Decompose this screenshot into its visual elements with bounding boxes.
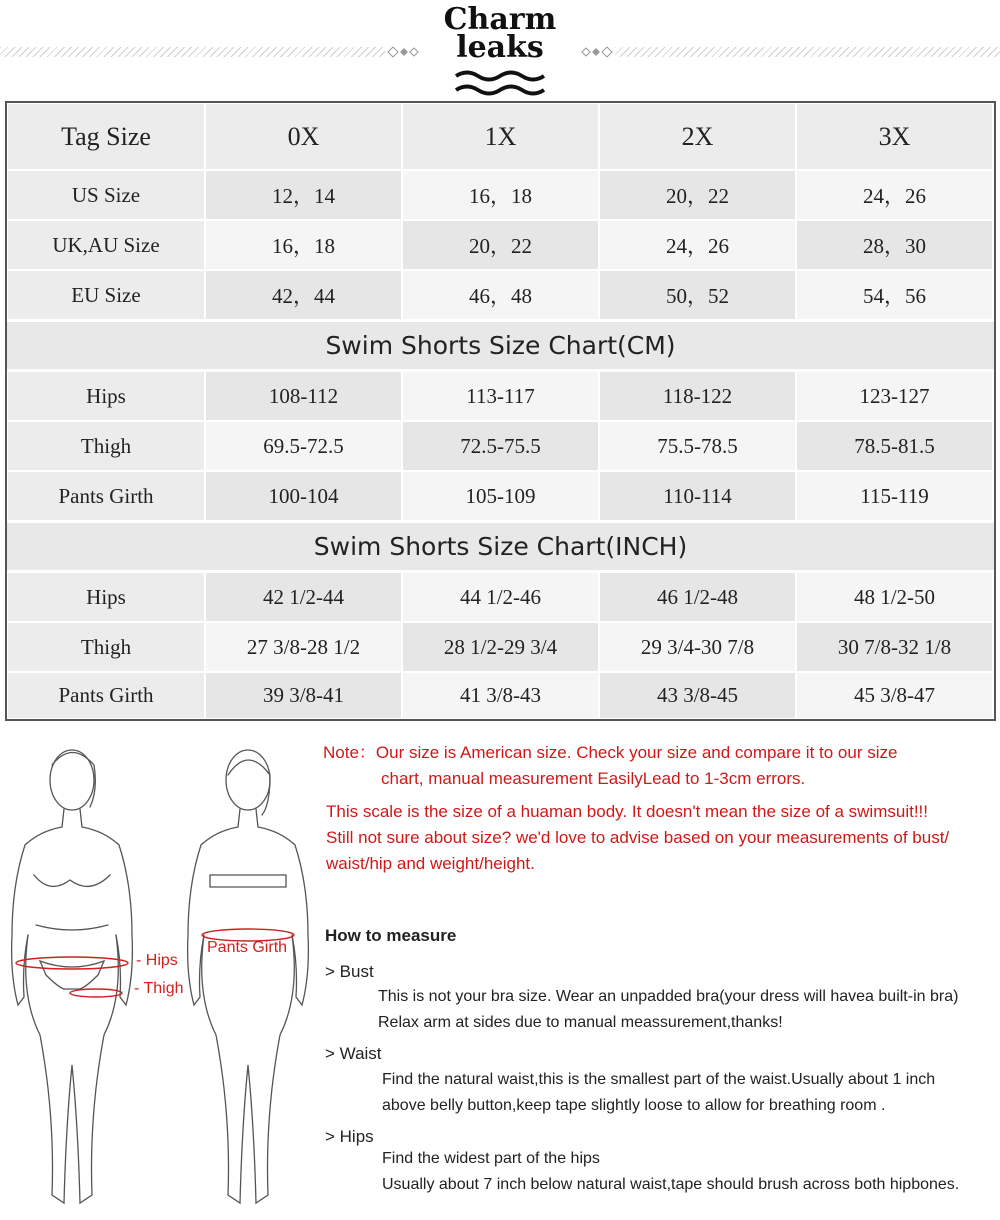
table-cell: 24，26 [599, 220, 796, 270]
table-cell: 20，22 [599, 170, 796, 220]
hips-label: - Hips [136, 952, 178, 969]
bust-text: Relax arm at sides due to manual meassurement,thanks! [378, 1014, 783, 1031]
table-cell: 110-114 [599, 471, 796, 521]
table-cell: 42，44 [205, 270, 402, 320]
table-row [7, 220, 994, 270]
brand-logo [440, 2, 560, 98]
table-cell: 78.5-81.5 [796, 421, 993, 471]
brand-line-2: leaks [456, 30, 544, 65]
table-row [7, 170, 994, 220]
pants-girth-label: Pants Girth [207, 939, 288, 956]
table-cell: 48 1/2-50 [796, 572, 993, 622]
table-cell: 105-109 [402, 471, 599, 521]
table-cell: 45 3/8-47 [796, 672, 993, 719]
table-cell: 16，18 [205, 220, 402, 270]
row-label: Thigh [7, 622, 205, 672]
row-label: US Size [7, 170, 205, 220]
table-row [7, 421, 994, 471]
decorative-hatch-left [0, 47, 385, 57]
table-cell: 54，56 [796, 270, 993, 320]
header-cell: Tag Size [7, 103, 205, 170]
table-row [7, 672, 994, 719]
diamond-ornament-icon [386, 46, 420, 58]
decorative-hatch-right [615, 47, 1000, 57]
table-cell: 30 7/8-32 1/8 [796, 622, 993, 672]
table-row [7, 471, 994, 521]
bust-text: This is not your bra size. Wear an unpadded bra(your dress will havea built-in bra) [378, 988, 959, 1005]
how-to-measure-title: How to measure [325, 926, 457, 945]
table-cell: 20，22 [402, 220, 599, 270]
table-cell: 29 3/4-30 7/8 [599, 622, 796, 672]
note-line: This scale is the size of a huaman body. It doesn't mean the size of a swimsuit!!! [326, 802, 928, 821]
waist-heading: > Waist [325, 1044, 382, 1063]
row-label: Pants Girth [7, 471, 205, 521]
hips-text: Find the widest part of the hips [382, 1150, 600, 1167]
hips-heading: > Hips [325, 1127, 374, 1146]
table-header-row [7, 103, 994, 170]
measurement-figures [0, 735, 320, 1215]
table-cell: 28 1/2-29 3/4 [402, 622, 599, 672]
header-cell: 1X [402, 103, 599, 170]
row-label: Thigh [7, 421, 205, 471]
table-cell: 44 1/2-46 [402, 572, 599, 622]
note-line: chart, manual measurement EasilyLead to 1-3cm errors. [381, 769, 806, 788]
body-outline-icon [0, 735, 320, 1215]
table-row [7, 622, 994, 672]
row-label: UK,AU Size [7, 220, 205, 270]
table-cell: 115-119 [796, 471, 993, 521]
note-line: Note：Our size is American size. Check your size and compare it to our size [323, 743, 898, 762]
table-row [7, 270, 994, 320]
table-cell: 27 3/8-28 1/2 [205, 622, 402, 672]
thigh-label: - Thigh [134, 980, 184, 997]
table-cell: 118-122 [599, 371, 796, 421]
row-label: EU Size [7, 270, 205, 320]
row-label: Hips [7, 371, 205, 421]
note-line: Still not sure about size? we'd love to advise based on your measurements of bust/ [326, 828, 950, 847]
section-title-inch: Swim Shorts Size Chart(INCH) [7, 521, 994, 572]
table-cell: 24，26 [796, 170, 993, 220]
row-label: Hips [7, 572, 205, 622]
waist-text: Find the natural waist,this is the smallest part of the waist.Usually about 1 inch [382, 1071, 936, 1088]
table-cell: 42 1/2-44 [205, 572, 402, 622]
size-chart-table [5, 101, 996, 721]
table-cell: 12，14 [205, 170, 402, 220]
table-row [7, 572, 994, 622]
table-cell: 41 3/8-43 [402, 672, 599, 719]
table-row [7, 371, 994, 421]
table-cell: 123-127 [796, 371, 993, 421]
waist-text: above belly button,keep tape slightly loose to allow for breathing room . [382, 1097, 886, 1114]
table-cell: 100-104 [205, 471, 402, 521]
header [0, 0, 1000, 100]
header-cell: 0X [205, 103, 402, 170]
table-cell: 113-117 [402, 371, 599, 421]
brand-line-1: Charm [443, 2, 557, 37]
row-label: Pants Girth [7, 672, 205, 719]
note-line: waist/hip and weight/height. [326, 854, 535, 873]
table-cell: 39 3/8-41 [205, 672, 402, 719]
diamond-ornament-icon [580, 46, 614, 58]
section-title-cm: Swim Shorts Size Chart(CM) [7, 320, 994, 371]
header-cell: 2X [599, 103, 796, 170]
table-cell: 28，30 [796, 220, 993, 270]
waves-icon [454, 68, 546, 98]
table-cell: 75.5-78.5 [599, 421, 796, 471]
hips-text: Usually about 7 inch below natural waist,tape should brush across both hipbones. [382, 1176, 960, 1193]
bust-heading: > Bust [325, 962, 374, 981]
table-cell: 72.5-75.5 [402, 421, 599, 471]
table-cell: 108-112 [205, 371, 402, 421]
table-cell: 69.5-72.5 [205, 421, 402, 471]
table-cell: 16，18 [402, 170, 599, 220]
header-cell: 3X [796, 103, 993, 170]
table-cell: 46，48 [402, 270, 599, 320]
thigh-tape [70, 989, 122, 997]
table-cell: 50，52 [599, 270, 796, 320]
table-cell: 46 1/2-48 [599, 572, 796, 622]
table-cell: 43 3/8-45 [599, 672, 796, 719]
